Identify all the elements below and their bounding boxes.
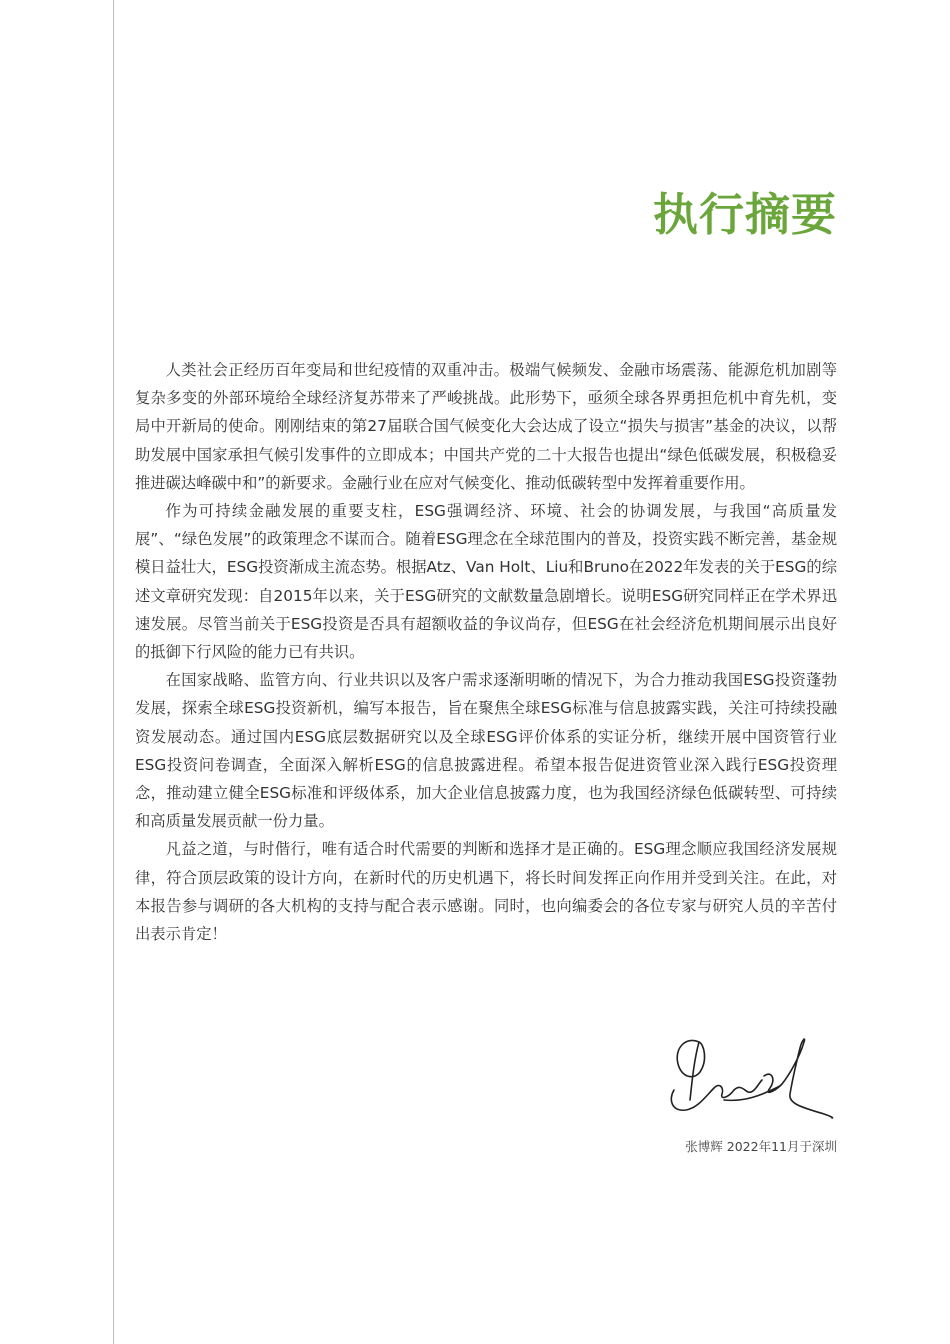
signoff-line: 张博辉 2022年11月于深圳 (685, 1139, 837, 1154)
paragraph-4: 凡益之道，与时偕行，唯有适合时代需要的判断和选择才是正确的。ESG理念顺应我国经济发展规律，符合顶层政策的设计方向，在新时代的历史机遇下，将长时间发挥正向作用并受到关注。在此，对本报告参与调研的各大机构的支持与配合表示感谢。同时，也向编委会的各位专家与研究人员的辛苦付出表示肯定！ (135, 840, 837, 944)
body-text (135, 356, 837, 948)
paragraph-1: 人类社会正经历百年变局和世纪疫情的双重冲击。极端气候频发、金融市场震荡、能源危机加剧等复杂多变的外部环境给全球经济复苏带来了严峻挑战。此形势下，亟须全球各界勇担危机中育先机，变局中开新局的使命。刚刚结束的第27届联合国气候变化大会达成了设立“损失与损害”基金的决议，以帮助发展中国家承担气候引发事件的立即成本；中国共产党的二十大报告也提出“绿色低碳发展，积极稳妥推进碳达峰碳中和”的新要求。金融行业在应对气候变化、推动低碳转型中发挥着重要作用。 (135, 361, 837, 492)
paragraph-3: 在国家战略、监管方向、行业共识以及客户需求逐渐明晰的情况下，为合力推动我国ESG投资蓬勃发展，探索全球ESG投资新机，编写本报告，旨在聚焦全球ESG标准与信息披露实践，关注可持续投融资发展动态。通过国内ESG底层数据研究以及全球ESG评价体系的实证分析，继续开展中国资管行业ESG投资问卷调查，全面深入解析ESG的信息披露进程。希望本报告促进资管业深入践行ESG投资理念，推动建立健全ESG标准和评级体系，加大企业信息披露力度，也为我国经济绿色低碳转型、可持续和高质量发展贡献一份力量。 (135, 671, 837, 831)
paragraph-2: 作为可持续金融发展的重要支柱，ESG强调经济、环境、社会的协调发展，与我国“高质量发展”、“绿色发展”的政策理念不谋而合。随着ESG理念在全球范围内的普及，投资实践不断完善，基金规模日益壮大，ESG投资渐成主流态势。根据Atz、Van Holt、Liu和Bruno在2022年发表的关于ESG的综述文章研究发现：自2015年以来，关于ESG研究的文献数量急剧增长。说明ESG研究同样正在学术界迅速发展。尽管当前关于ESG投资是否具有超额收益的争议尚存，但ESG在社会经济危机期间展示出良好的抵御下行风险的能力已有共识。 (135, 502, 837, 662)
margin-rule (113, 0, 114, 1344)
page-title: 执行摘要 (652, 188, 837, 241)
handwritten-signature (664, 1030, 839, 1125)
